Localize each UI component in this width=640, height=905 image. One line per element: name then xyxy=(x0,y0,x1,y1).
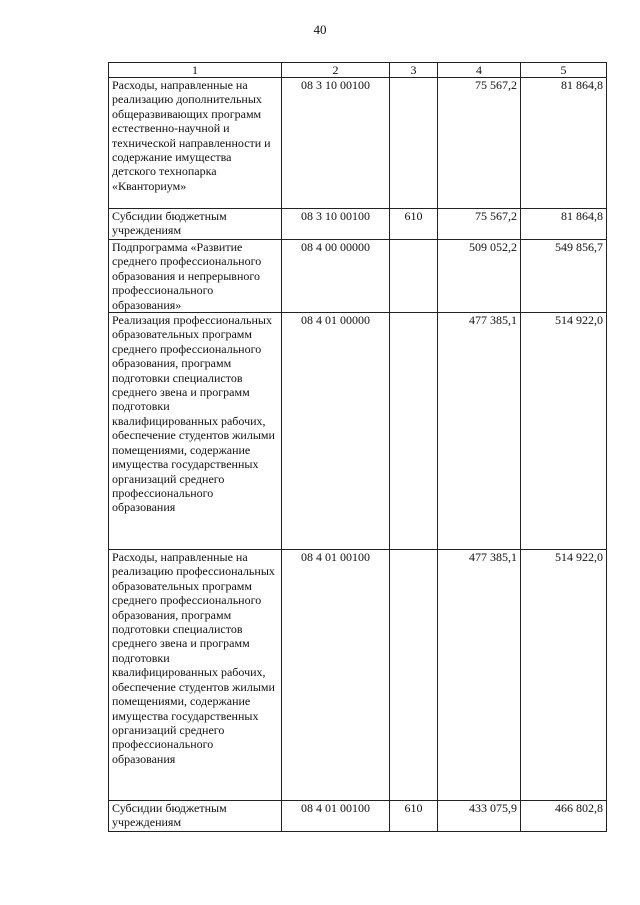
row-sum-1: 75 567,2 xyxy=(438,78,521,209)
row-name: Реализация профессиональных образовательных программ среднего профессионального образования, программ подготовки специалистов среднего звена и программ подготовки квалифицированных рабочих, обеспечение студентов жилыми помещениями, содержание имущества государственных организаций среднего профессионального образования xyxy=(109,313,282,550)
row-sum-1: 433 075,9 xyxy=(438,801,521,832)
row-code: 08 3 10 00100 xyxy=(282,209,390,240)
row-name: Расходы, направленные на реализацию профессиональных образовательных программ среднего профессионального образования, программ подготовки специалистов среднего звена и программ подготовки квалифицированных рабочих, обеспечение студентов жилыми помещениями, содержание имущества государственных организаций среднего профессионального образования xyxy=(109,550,282,801)
header-col-5: 5 xyxy=(521,63,607,78)
row-sum-2: 81 864,8 xyxy=(521,209,607,240)
table-row xyxy=(109,240,607,313)
row-vr xyxy=(390,550,438,801)
row-sum-2: 81 864,8 xyxy=(521,78,607,209)
row-sum-1: 75 567,2 xyxy=(438,209,521,240)
row-vr xyxy=(390,313,438,550)
budget-table xyxy=(108,62,607,832)
table-row xyxy=(109,78,607,209)
table-row xyxy=(109,801,607,832)
header-col-2: 2 xyxy=(282,63,390,78)
row-sum-2: 549 856,7 xyxy=(521,240,607,313)
table-row xyxy=(109,313,607,550)
row-name: Расходы, направленные на реализацию дополнительных общеразвивающих программ естественно-научной и технической направленности и содержание имущества детского технопарка «Кванториум» xyxy=(109,78,282,209)
row-vr: 610 xyxy=(390,801,438,832)
page-number: 40 xyxy=(313,22,327,37)
row-name: Субсидии бюджетным учреждениям xyxy=(109,209,282,240)
row-code: 08 4 00 00000 xyxy=(282,240,390,313)
row-sum-1: 509 052,2 xyxy=(438,240,521,313)
row-sum-2: 514 922,0 xyxy=(521,550,607,801)
row-code: 08 4 01 00000 xyxy=(282,313,390,550)
header-col-1: 1 xyxy=(109,63,282,78)
header-col-3: 3 xyxy=(390,63,438,78)
row-sum-1: 477 385,1 xyxy=(438,550,521,801)
row-code: 08 4 01 00100 xyxy=(282,801,390,832)
table-row xyxy=(109,209,607,240)
row-name: Подпрограмма «Развитие среднего профессионального образования и непрерывного профессионального образования» xyxy=(109,240,282,313)
row-sum-2: 466 802,8 xyxy=(521,801,607,832)
row-sum-2: 514 922,0 xyxy=(521,313,607,550)
row-vr xyxy=(390,78,438,209)
row-sum-1: 477 385,1 xyxy=(438,313,521,550)
row-name: Субсидии бюджетным учреждениям xyxy=(109,801,282,832)
row-vr: 610 xyxy=(390,209,438,240)
header-col-4: 4 xyxy=(438,63,521,78)
header-row xyxy=(109,63,607,78)
table-row xyxy=(109,550,607,801)
row-vr xyxy=(390,240,438,313)
row-code: 08 3 10 00100 xyxy=(282,78,390,209)
row-code: 08 4 01 00100 xyxy=(282,550,390,801)
